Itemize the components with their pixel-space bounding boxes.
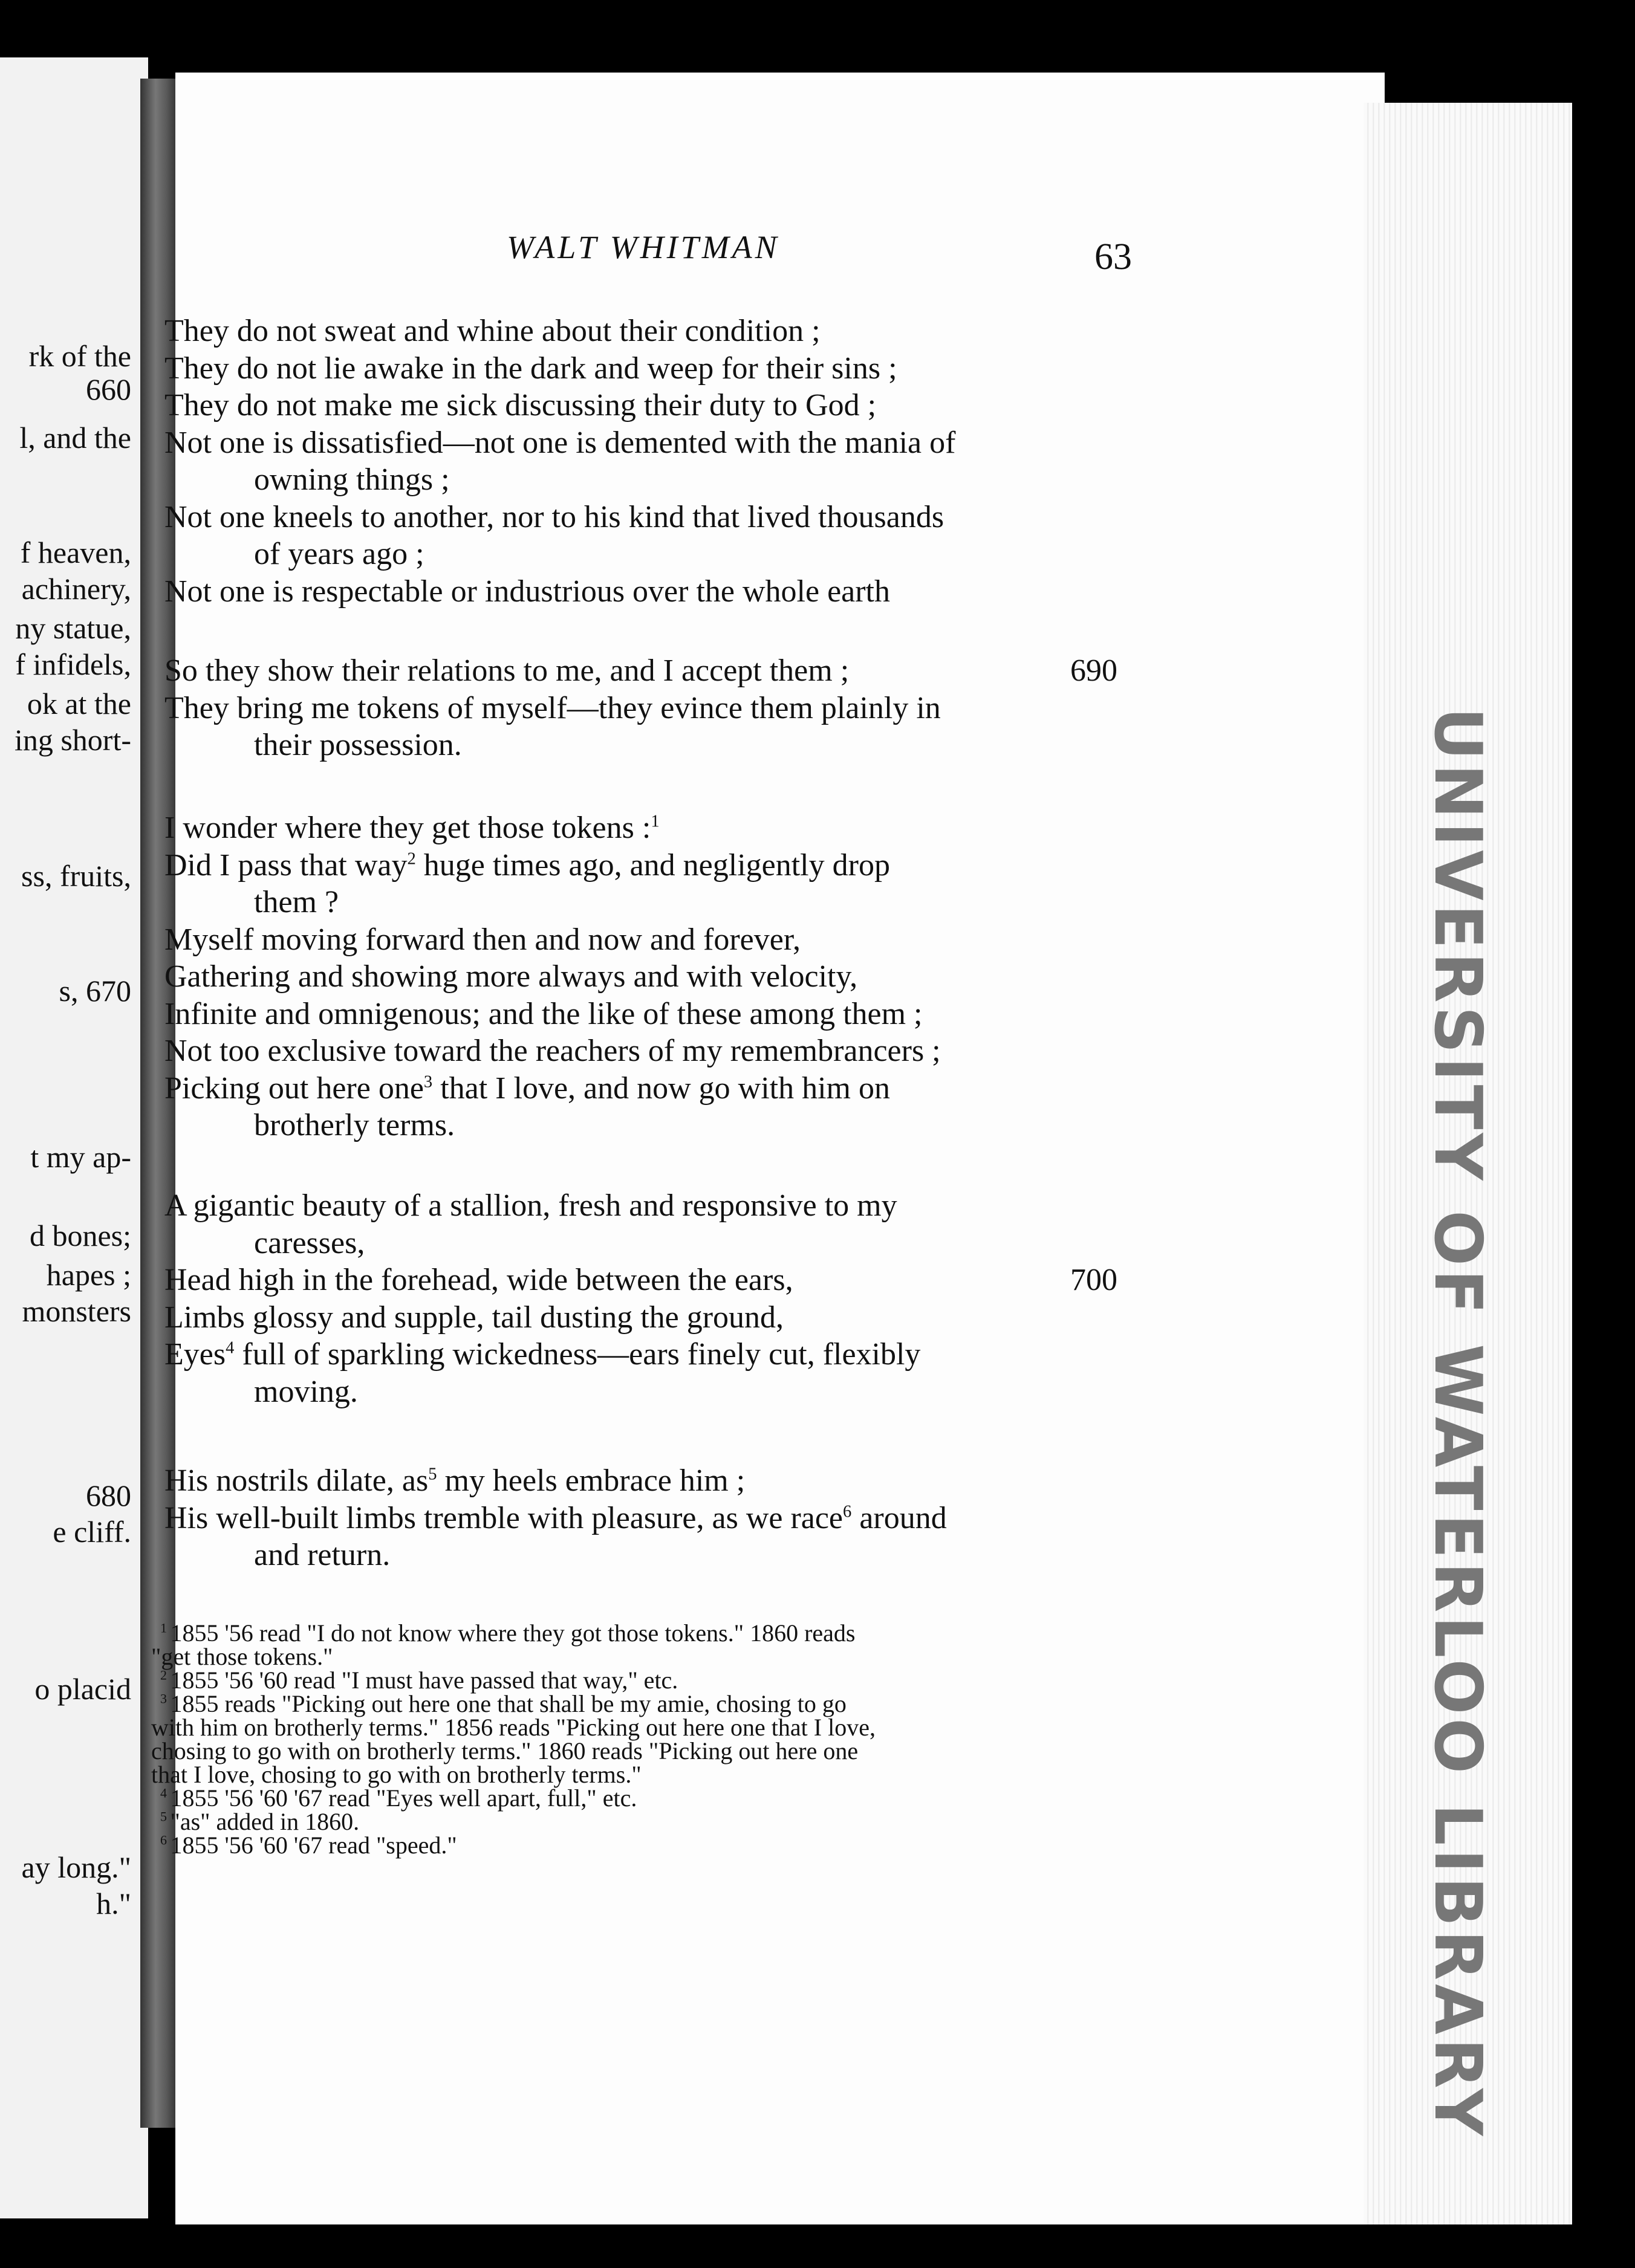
poem-line-text: Picking out here one [164,1071,424,1106]
left-page-line: hapes ; [46,1258,131,1292]
poem-line [254,727,462,763]
poem-line-text: huge times ago, and negligently drop [415,847,890,883]
poem-line [164,313,821,349]
poem-line [164,351,897,387]
poem-line [164,1188,897,1224]
poem-line-text: my heels embrace him ; [437,1463,746,1498]
poem-line-text: His nostrils dilate, as [164,1463,429,1498]
poem-line [164,1463,745,1499]
poem-line-text: Not one is respectable or industrious over the whole earth [164,574,890,609]
left-page-line: monsters [22,1294,131,1328]
poem-line-text: Gathering and showing more always and with velocity, [164,959,858,994]
left-page-line: ss, fruits, [21,859,131,893]
poem-line-text: I wonder where they get those tokens : [164,811,651,845]
poem-line-text: around [851,1500,947,1535]
line-number: 690 [1070,653,1117,688]
left-page-line: 660 [86,372,131,406]
footnote-reference: 4 [226,1338,235,1358]
footnote-mark: 6 [160,1832,171,1848]
poem-line [254,536,424,572]
poem-line-text: them ? [254,885,339,919]
footnote-mark: 3 [160,1691,171,1706]
poem-line-text: They do not lie awake in the dark and weep for their sins ; [164,351,897,386]
poem-line-text: brotherly terms. [254,1108,455,1142]
line-number: 700 [1070,1263,1117,1297]
footnote-text: 1855 '56 '60 read "I must have passed that way," etc. [170,1667,678,1694]
poem-line-text: of years ago ; [254,537,424,571]
poem-line-text: They do not make me sick discussing their duty to God ; [164,388,877,423]
footnote-reference: 3 [423,1072,433,1092]
poem-line-text: They bring me tokens of myself—they evince them plainly in [164,690,941,725]
poem-line [254,1225,365,1262]
poem-line-text: Infinite and omnigenous; and the like of these among them ; [164,996,923,1031]
poem-line-text: Not too exclusive toward the reachers of my remembrancers ; [164,1034,941,1068]
poem-line [164,810,660,846]
poem-line [254,462,450,498]
poem-line-text: owning things ; [254,462,450,497]
poem-line-text: their possession. [254,728,462,762]
footnote-text: "as" added in 1860. [170,1808,360,1835]
footnote-mark: 4 [160,1785,171,1801]
footnote-text: chosing to go with on brotherly terms." 1860 reads "Picking out here one [151,1737,859,1764]
footnote-mark: 2 [160,1667,171,1683]
poem-line [254,1374,358,1410]
poem-line [164,574,890,610]
footnote-text: 1855 '56 read "I do not know where they got those tokens." 1860 reads [170,1619,856,1647]
poem-line-text: Eyes [164,1337,226,1372]
left-page-line: ok at the [27,687,131,721]
poem-line [254,1107,455,1144]
footnote-line [160,1832,457,1859]
footnote-reference: 1 [651,812,660,831]
footnote-mark: 1 [160,1620,171,1636]
poem-line [164,387,876,424]
library-stamp: UNIVERSITY OF WATERLOO LIBRARY [1420,707,1495,2140]
left-page-line: rk of the [28,339,131,373]
footnote-reference: 2 [407,849,416,869]
footnote-reference: 5 [428,1465,437,1484]
left-page-line: h." [96,1887,131,1920]
left-page-line: f infidels, [15,647,131,681]
poem-line-text: So they show their relations to me, and I accept them ; [164,653,850,688]
footnote-text: "get those tokens." [151,1643,333,1670]
poem-line [164,922,801,958]
poem-line-text: Head high in the forehead, wide between the ears, [164,1263,793,1297]
left-page-line: l, and the [19,421,131,455]
poem-line [164,1336,920,1373]
left-page-line: ay long." [21,1850,131,1884]
poem-line-text: They do not sweat and whine about their condition ; [164,314,821,348]
poem-line-text: Myself moving forward then and now and forever, [164,922,801,957]
poem-line-text: His well-built limbs tremble with pleasure, as we race [164,1500,844,1535]
left-page-line: d bones; [29,1219,131,1252]
poem-line [254,1537,390,1573]
left-page-line: ny statue, [15,611,131,645]
footnote-reference: 6 [843,1502,852,1521]
poem-line [164,499,944,536]
poem-line-text: full of sparkling wickedness—ears finely cut, flexibly [234,1337,921,1372]
left-page-line: o placid [34,1672,131,1706]
poem-line [164,653,849,689]
poem-line [164,996,922,1032]
left-page-line: s, 670 [59,974,131,1008]
poem-line [164,425,955,461]
poem-line [164,959,857,995]
poem-line [164,847,890,884]
left-page-line: t my ap- [30,1140,131,1174]
left-page-line: achinery, [21,572,131,606]
poem-line [164,690,941,727]
footnote-text: 1855 '56 '60 '67 read "Eyes well apart, full," etc. [170,1784,637,1812]
poem-line-text: A gigantic beauty of a stallion, fresh and responsive to my [164,1188,897,1223]
footnote-text: 1855 reads "Picking out here one that shall be my amie, chosing to go [170,1690,847,1717]
poem-line-text: caresses, [254,1225,365,1260]
poem-line [164,1033,941,1069]
poem-line [164,1500,947,1537]
poem-line-text: and return. [254,1538,391,1572]
poem-line-text: Not one kneels to another, nor to his kind that lived thousands [164,499,944,534]
footnote-text: with him on brotherly terms." 1856 reads "Picking out here one that I love, [151,1714,876,1741]
poem-line-text: that I love, and now go with him on [432,1071,890,1106]
poem-line-text: moving. [254,1374,358,1409]
poem-line [164,1071,890,1107]
left-page-line: 680 [86,1479,131,1512]
poem-line-text: Did I pass that way [164,847,408,883]
footnote-text: that I love, chosing to go with on brotherly terms." [151,1761,642,1788]
page-number: 63 [1094,236,1132,277]
left-page-line: e cliff. [53,1515,131,1549]
poem-line [254,884,339,921]
left-page-line: f heaven, [20,536,131,569]
poem-line-text: Not one is dissatisfied—not one is demented with the mania of [164,425,956,460]
poem-line [164,1300,784,1336]
footnote-text: 1855 '56 '60 '67 read "speed." [170,1832,457,1859]
running-head: WALT WHITMAN [507,229,780,265]
poem-line [164,1262,793,1298]
left-page-line: ing short- [14,723,131,757]
left-facing-page [0,57,148,2218]
footnote-mark: 5 [160,1809,171,1824]
poem-line-text: Limbs glossy and supple, tail dusting the ground, [164,1300,784,1335]
